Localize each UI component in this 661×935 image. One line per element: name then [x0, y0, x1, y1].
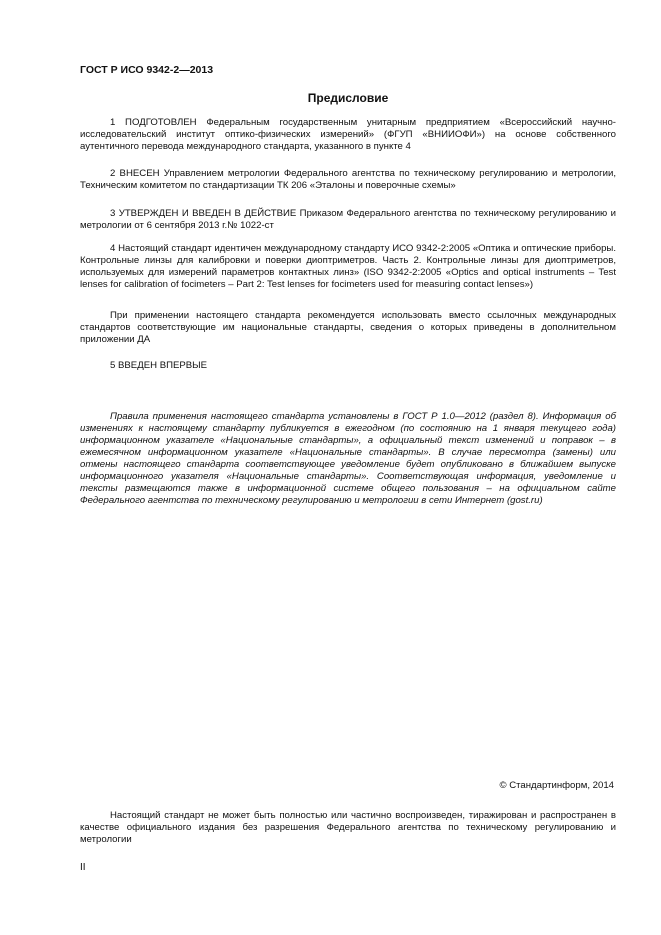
standard-notice: Правила применения настоящего стандарта установлены в ГОСТ Р 1.0—2012 (раздел 8). Информация об изменениях к настоящему стандарту публикуется в ежегодном (по состоянию на 1 января текущего года) информационном указателе «Национальные стандарты», а официальный текст изменений и поправок – в ежемесячном информационном указателе «Национальные стандарты». В случае пересмотра (замены) или отмены настоящего стандарта соответствующее уведомление будет опубликовано в ближайшем выпуске информационного указателя «Национальные стандарты». Соответствующая информация, уведомление и тексты размещаются также в информационной системе общего пользования – на официальном сайте Федерального агентства по техническому регулированию и метрологии в сети Интернет (gost.ru): [80, 411, 616, 506]
document-code: ГОСТ Р ИСО 9342-2—2013: [80, 64, 214, 76]
preface-item-4: 4 Настоящий стандарт идентичен международному стандарту ИСО 9342-2:2005 «Оптика и оптические приборы. Контрольные линзы для калибровки и поверки диоптриметров. Часть 2. Контрольные линзы для диоптриметров, используемых для измерений параметров контактных линз» (ISO 9342-2:2005 «Optics and optical instruments – Test lenses for calibration of focimeters – Part 2: Test lenses for focimeters used for measuring contact lenses»): [80, 243, 616, 290]
rights-notice: Настоящий стандарт не может быть полностью или частично воспроизведен, тиражирован и распространен в качестве официального издания без разрешения Федерального агентства по техническому регулированию и метрологии: [80, 810, 616, 845]
preface-item-1: 1 ПОДГОТОВЛЕН Федеральным государственным унитарным предприятием «Всероссийский научно-исследовательский институт оптико-физических измерений» (ФГУП «ВНИИОФИ») на основе собственного аутентичного перевода международного стандарта, указанного в пункте 4: [80, 117, 616, 152]
preface-item-4-note: При применении настоящего стандарта рекомендуется использовать вместо ссылочных международных стандартов соответствующие им национальные стандарты, сведения о которых приведены в дополнительном приложении ДА: [80, 310, 616, 345]
page-number: II: [80, 862, 86, 873]
page-title: Предисловие: [307, 91, 389, 105]
preface-item-2: 2 ВНЕСЕН Управлением метрологии Федерального агентства по техническому регулированию и метрологии, Техническим комитетом по стандартизации ТК 206 «Эталоны и поверочные схемы»: [80, 168, 616, 191]
copyright: © Стандартинформ, 2014: [499, 780, 614, 791]
preface-item-3: 3 УТВЕРЖДЕН И ВВЕДЕН В ДЕЙСТВИЕ Приказом Федерального агентства по техническому регулированию и метрологии от 6 сентября 2013 г.№ 1022-ст: [80, 208, 616, 231]
preface-item-5: 5 ВВЕДЕН ВПЕРВЫЕ: [110, 360, 208, 371]
